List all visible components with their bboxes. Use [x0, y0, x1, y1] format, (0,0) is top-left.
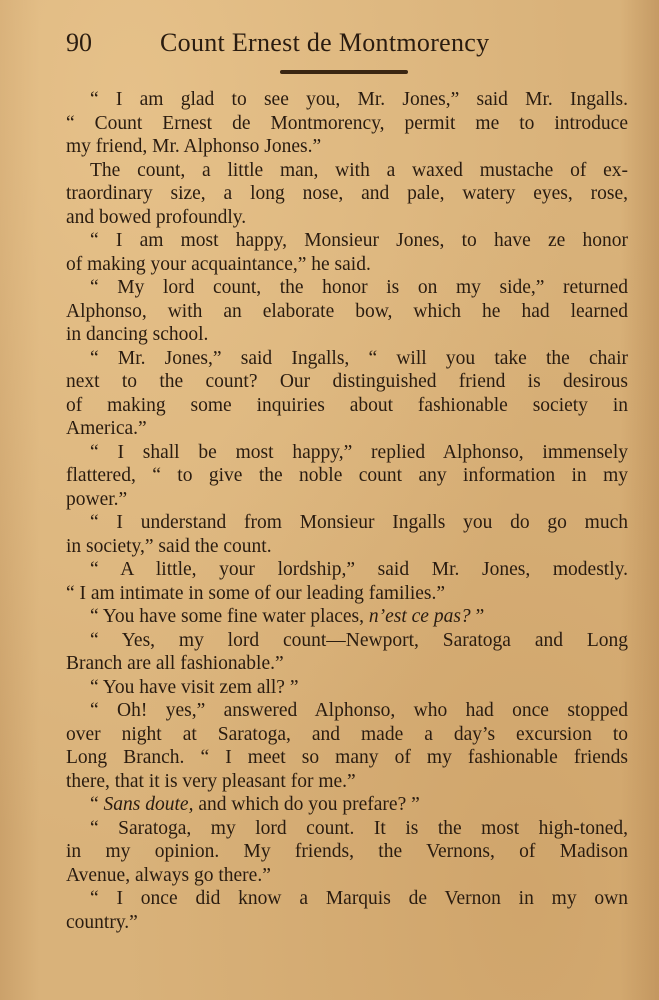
text-line-content: “ I am intimate in some of our leading families.” [66, 582, 446, 604]
text-line-content: “ I once did know a Marquis de Vernon in my own [90, 888, 628, 909]
text-line-content: power.” [66, 488, 128, 510]
text-line-continuation: ” [470, 606, 485, 627]
text-line [66, 206, 628, 230]
text-line-content: next to the count? Our distinguished friend is desirous [66, 371, 628, 392]
italic-phrase: n’est ce pas? [364, 606, 471, 627]
text-line-content: “ Count Ernest de Montmorency, permit me to introduce [66, 112, 628, 134]
text-line [66, 817, 628, 841]
text-line [66, 676, 628, 700]
text-line-content: “ A little, your lordship,” said Mr. Jones, modestly. [90, 559, 628, 580]
text-line-content: Alphonso, with an elaborate bow, which he had learned [66, 300, 628, 322]
running-head: Count Ernest de Montmorency [160, 28, 490, 57]
text-line [66, 441, 628, 465]
text-line-content: “ I understand from Monsieur Ingalls you do go much [90, 512, 628, 533]
italic-phrase: Sans doute, [98, 794, 194, 815]
text-line-content: Avenue, always go there.” [66, 864, 271, 886]
text-line [66, 864, 628, 888]
text-line-continuation: and which do you prefare? ” [193, 794, 420, 815]
text-line [66, 417, 628, 441]
text-line-content: Branch are all fashionable.” [66, 653, 284, 674]
text-line-content: “ My lord count, the honor is on my side,” returned [90, 277, 628, 298]
page-header [0, 22, 659, 70]
text-line [66, 253, 628, 277]
text-line-content: traordinary size, a long nose, and pale, watery eyes, rose, [66, 183, 628, 204]
text-line [66, 723, 628, 747]
text-line [66, 605, 628, 629]
text-line [66, 112, 628, 136]
text-line [66, 840, 628, 864]
text-line-content: of making some inquiries about fashionable society in [66, 394, 628, 416]
page-number: 90 [66, 28, 92, 57]
text-line [66, 300, 628, 324]
text-line [66, 746, 628, 770]
text-line [66, 347, 628, 371]
text-line [66, 370, 628, 394]
text-line [66, 629, 628, 653]
text-line [66, 464, 628, 488]
text-line-content: “ I shall be most happy,” replied Alphonso, immensely [90, 441, 628, 463]
text-line-content: in my opinion. My friends, the Vernons, of Madison [66, 841, 628, 862]
text-line [66, 159, 628, 183]
text-line [66, 488, 628, 512]
header-rule [280, 70, 408, 74]
text-line-content: country.” [66, 911, 138, 933]
text-line-content: in dancing school. [66, 324, 209, 345]
text-line-content: of making your acquaintance,” he said. [66, 253, 371, 275]
text-line [66, 887, 628, 911]
text-line-content: “ [90, 794, 99, 815]
text-line [66, 182, 628, 206]
text-line-content: “ You have some fine water places, [90, 606, 364, 627]
text-line [66, 135, 628, 159]
text-line [66, 770, 628, 794]
text-line [66, 394, 628, 418]
text-line-content: “ Saratoga, my lord count. It is the most high-toned, [90, 817, 628, 839]
text-line [66, 511, 628, 535]
text-line [66, 323, 628, 347]
text-line [66, 652, 628, 676]
text-line-content: America.” [66, 418, 147, 439]
text-line [66, 793, 628, 817]
text-line-content: “ I am glad to see you, Mr. Jones,” said Mr. Ingalls. [90, 89, 628, 110]
text-line-content: my friend, Mr. Alphonso Jones.” [66, 136, 322, 157]
text-line [66, 276, 628, 300]
text-line [66, 582, 628, 606]
body-text [66, 88, 628, 934]
text-line [66, 911, 628, 935]
text-line-content: The count, a little man, with a waxed mustache of ex- [90, 159, 628, 181]
text-line-content: “ Mr. Jones,” said Ingalls, “ will you take the chair [90, 347, 628, 369]
text-line [66, 88, 628, 112]
text-line-content: in society,” said the count. [66, 535, 272, 557]
text-line [66, 535, 628, 559]
text-line-content: over night at Saratoga, and made a day’s excursion to [66, 723, 628, 745]
text-line-content: “ You have visit zem all? ” [90, 676, 299, 698]
text-line-content: “ Yes, my lord count—Newport, Saratoga and Long [90, 629, 628, 651]
text-line [66, 699, 628, 723]
text-line-content: “ Oh! yes,” answered Alphonso, who had once stopped [90, 700, 628, 721]
text-line-content: Long Branch. “ I meet so many of my fashionable friends [66, 747, 628, 768]
text-line-content: and bowed profoundly. [66, 206, 247, 228]
text-line [66, 229, 628, 253]
text-line [66, 558, 628, 582]
text-line-content: flattered, “ to give the noble count any information in my [66, 465, 628, 486]
text-line-content: there, that it is very pleasant for me.” [66, 770, 356, 792]
text-line-content: “ I am most happy, Monsieur Jones, to have ze honor [90, 230, 628, 251]
